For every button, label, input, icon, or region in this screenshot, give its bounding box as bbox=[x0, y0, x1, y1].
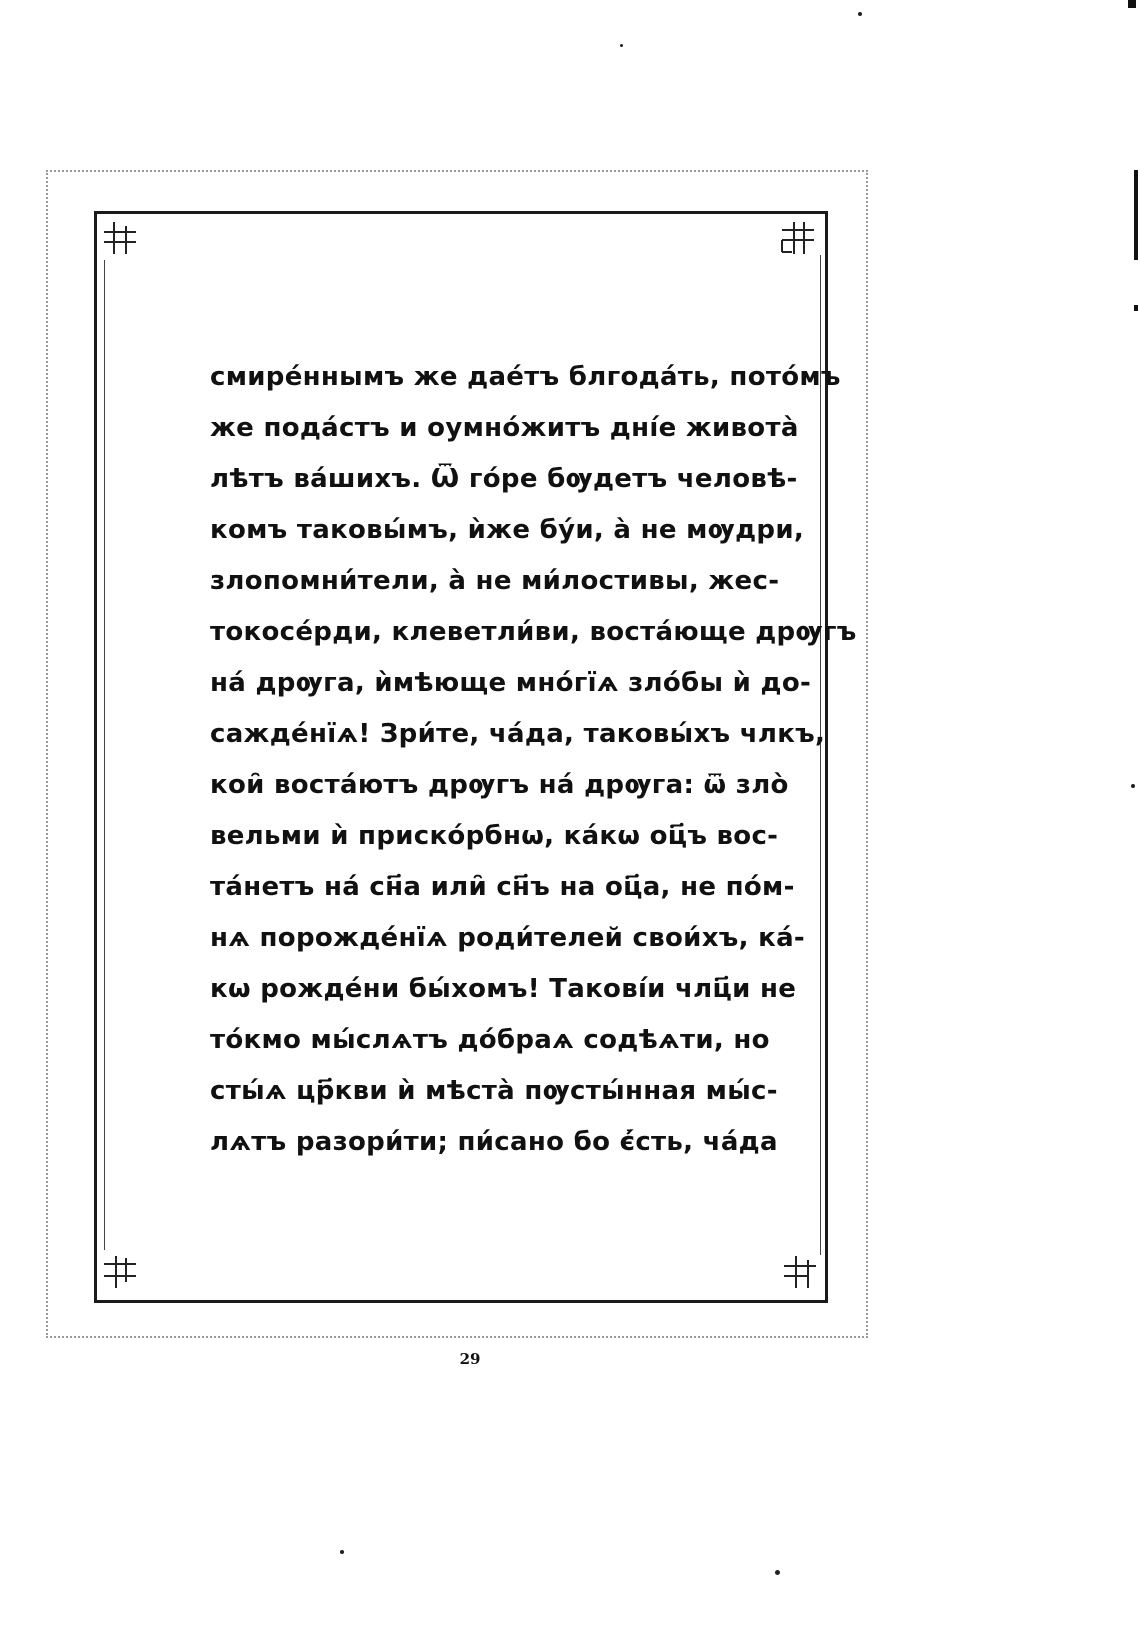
text-line: токосéрди, клеветли́ви, востáюще дрѹгъ bbox=[210, 617, 857, 647]
scan-speck bbox=[858, 12, 862, 16]
text-line: кои̑ востáютъ дрѹгъ нá дрѹга: ѿ злò bbox=[210, 770, 789, 800]
church-slavonic-text-block bbox=[210, 352, 857, 1168]
text-line: комъ таковы́мъ, ѝже бýи, à не мѹдри, bbox=[210, 515, 805, 545]
text-line: тóкмо мы́слѧтъ дóбраѧ содѣѧти, но bbox=[210, 1025, 770, 1055]
text-line: злопомни́тели, à не ми́лостивы, жес- bbox=[210, 566, 780, 596]
corner-ornament-top-right bbox=[778, 218, 818, 258]
text-line: кѡ рождéни бы́хомъ! Таковíи члц҃и не bbox=[210, 974, 797, 1004]
text-line: нѧ порождéнїѧ роди́телей свои́хъ, кá- bbox=[210, 923, 806, 953]
scan-speck bbox=[775, 1570, 780, 1575]
scan-edge-mark bbox=[1128, 0, 1136, 8]
text-line: же подáстъ и оумнóжитъ днíе животà bbox=[210, 413, 799, 443]
scan-edge-mark bbox=[1134, 305, 1138, 311]
corner-ornament-bottom-left bbox=[100, 1252, 140, 1292]
text-line: лѣтъ вáшихъ. Ѿ гóре бѹдетъ человѣ- bbox=[210, 464, 798, 494]
text-line: вельми ѝ прискóрбнѡ, кáкѡ оц҃ъ вос- bbox=[210, 821, 779, 851]
text-line: нá дрѹга, ѝмѣюще мнóгїѧ злóбы ѝ до- bbox=[210, 668, 812, 698]
text-line: саждéнїѧ! Зри́те, чáда, таковы́хъ члкъ, bbox=[210, 719, 826, 749]
corner-ornament-bottom-right bbox=[780, 1252, 820, 1292]
text-line: сты́ѧ цр҃кви ѝ мѣстà пѹсты́нная мы́с- bbox=[210, 1076, 778, 1106]
scan-edge-mark bbox=[1134, 170, 1138, 260]
text-line: лѧтъ разори́ти; пи́сано бо є҆́сть, чáда bbox=[210, 1127, 778, 1157]
scan-speck bbox=[620, 44, 623, 47]
page-number: 29 bbox=[459, 1350, 481, 1368]
inner-left-rule bbox=[104, 260, 105, 1250]
inner-right-rule bbox=[820, 255, 821, 1255]
text-line: тáнетъ нá сн҃а или̑ сн҃ъ на оц҃а, не пóм- bbox=[210, 872, 795, 902]
scan-speck bbox=[1131, 784, 1135, 788]
text-line: смирéннымъ же даéтъ блгодáть, потóмъ bbox=[210, 362, 841, 392]
scan-speck bbox=[340, 1550, 344, 1554]
corner-ornament-top-left bbox=[100, 218, 140, 258]
